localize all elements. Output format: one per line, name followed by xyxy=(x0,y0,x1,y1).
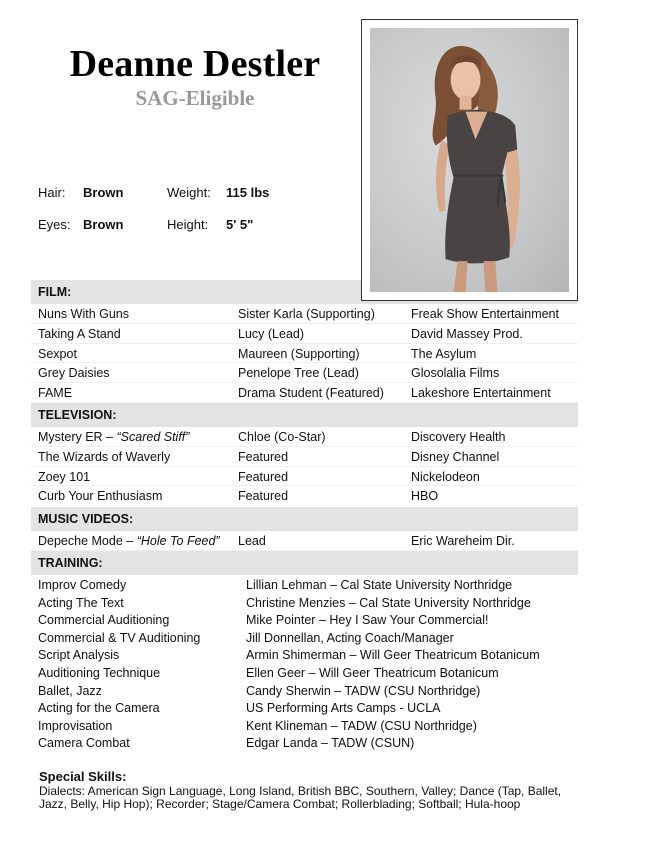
television-header: TELEVISION: xyxy=(31,403,578,427)
stats-row-hair-weight xyxy=(38,176,269,208)
table-row xyxy=(31,447,578,467)
tv-project: Curb Your Enthusiasm xyxy=(38,489,163,504)
table-row xyxy=(31,612,578,630)
headshot-frame xyxy=(361,19,578,301)
person-illustration-icon xyxy=(370,28,569,292)
training-instructor: US Performing Arts Camps - UCLA xyxy=(246,701,441,716)
training-instructor: Edgar Landa – TADW (CSUN) xyxy=(246,736,415,751)
training-subject: Ballet, Jazz xyxy=(38,683,102,698)
music-videos-header: MUSIC VIDEOS: xyxy=(31,507,578,531)
film-role: Sister Karla (Supporting) xyxy=(238,307,375,321)
mv-director: Eric Wareheim Dir. xyxy=(411,534,515,548)
film-role: Maureen (Supporting) xyxy=(238,346,360,361)
film-project: FAME xyxy=(38,386,73,401)
music-videos-section xyxy=(31,507,578,551)
tv-role: Chloe (Co-Star) xyxy=(238,430,326,444)
tv-network: Disney Channel xyxy=(411,449,500,464)
eyes-value: Brown xyxy=(83,216,124,232)
training-header: TRAINING: xyxy=(31,551,578,575)
tv-network: Nickelodeon xyxy=(411,469,480,484)
training-subject: Improv Comedy xyxy=(38,578,127,592)
table-row xyxy=(31,531,578,551)
tv-show-title: Mystery ER – xyxy=(38,430,117,444)
weight-value: 115 lbs xyxy=(226,184,270,200)
film-company: Freak Show Entertainment xyxy=(411,307,559,321)
table-row xyxy=(31,735,578,753)
table-row xyxy=(31,665,578,683)
table-row xyxy=(31,344,578,364)
union-status: SAG-Eligible xyxy=(135,86,255,110)
tv-project: The Wizards of Waverly xyxy=(38,449,171,464)
table-row xyxy=(31,700,578,718)
training-instructor: Jill Donnellan, Acting Coach/Manager xyxy=(246,630,454,645)
table-row xyxy=(31,383,578,403)
table-row xyxy=(31,467,578,487)
table-row xyxy=(31,304,578,324)
training-instructor: Ellen Geer – Will Geer Theatricum Botanicum xyxy=(246,665,499,680)
table-row xyxy=(31,718,578,736)
tv-project: Zoey 101 xyxy=(38,469,91,484)
training-instructor: Armin Shimerman – Will Geer Theatricum Botanicum xyxy=(246,648,540,663)
special-skills-text: Dialects: American Sign Language, Long Island, British BBC, Southern, Valley; Dance (Tap, Ballet, Jazz, Belly, Hip Hop); Recorder; Stage/Camera Combat; Rollerblading; Softball; Hula-hoop xyxy=(39,784,562,811)
actor-name: Deanne Destler xyxy=(69,43,321,85)
table-row xyxy=(31,324,578,344)
training-instructor: Mike Pointer – Hey I Saw Your Commercial! xyxy=(246,613,489,628)
training-subject: Commercial Auditioning xyxy=(38,613,170,628)
film-company: David Massey Prod. xyxy=(411,326,523,341)
special-skills-section xyxy=(39,769,569,811)
tv-project xyxy=(31,427,238,446)
film-role: Penelope Tree (Lead) xyxy=(238,366,359,381)
training-subject: Script Analysis xyxy=(38,648,120,663)
table-row xyxy=(31,647,578,665)
mv-role: Lead xyxy=(238,534,266,548)
table-row xyxy=(31,363,578,383)
film-header: FILM: xyxy=(31,280,578,304)
film-project: Taking A Stand xyxy=(38,326,121,341)
eyes-label: Eyes: xyxy=(38,216,71,232)
tv-role: Featured xyxy=(238,469,289,484)
tv-role: Featured xyxy=(238,449,289,464)
physical-stats xyxy=(38,176,269,240)
hair-value: Brown xyxy=(83,184,124,200)
film-project: Grey Daisies xyxy=(38,366,110,381)
training-instructor: Lillian Lehman – Cal State University Northridge xyxy=(246,578,513,592)
table-row xyxy=(31,630,578,648)
height-value: 5' 5" xyxy=(226,216,254,232)
hair-label: Hair: xyxy=(38,184,66,200)
table-row xyxy=(31,683,578,701)
film-project: Sexpot xyxy=(38,346,77,361)
training-subject: Auditioning Technique xyxy=(38,665,161,680)
training-section xyxy=(31,551,578,753)
film-company: Lakeshore Entertainment xyxy=(411,386,551,401)
table-row xyxy=(31,427,578,447)
film-company: Glosolalia Films xyxy=(411,366,500,381)
mv-artist: Depeche Mode – xyxy=(38,534,137,548)
training-subject: Commercial & TV Auditioning xyxy=(38,630,201,645)
training-subject: Improvisation xyxy=(38,718,113,733)
film-project: Nuns With Guns xyxy=(38,307,130,321)
tv-episode-title: “Scared Stiff” xyxy=(116,430,190,444)
training-subject: Acting The Text xyxy=(38,595,124,610)
television-section xyxy=(31,403,578,506)
mv-project xyxy=(31,531,238,550)
tv-network: HBO xyxy=(411,489,439,504)
stats-row-eyes-height xyxy=(38,208,269,240)
training-instructor: Kent Klineman – TADW (CSU Northridge) xyxy=(246,718,477,733)
headshot-photo xyxy=(370,28,569,292)
tv-network: Discovery Health xyxy=(411,430,506,444)
film-role: Drama Student (Featured) xyxy=(238,386,384,401)
table-row xyxy=(31,577,578,595)
table-row xyxy=(31,595,578,613)
tv-role: Featured xyxy=(238,489,289,504)
training-instructor: Candy Sherwin – TADW (CSU Northridge) xyxy=(246,683,481,698)
mv-song-title: “Hole To Feed” xyxy=(136,534,220,548)
table-row xyxy=(31,486,578,506)
training-subject: Camera Combat xyxy=(38,736,130,751)
weight-label: Weight: xyxy=(167,184,211,200)
special-skills-header: Special Skills: xyxy=(39,769,127,784)
film-company: The Asylum xyxy=(411,346,477,361)
height-label: Height: xyxy=(167,216,209,232)
film-role: Lucy (Lead) xyxy=(238,326,305,341)
training-subject: Acting for the Camera xyxy=(38,701,160,716)
training-instructor: Christine Menzies – Cal State University Northridge xyxy=(246,595,531,610)
